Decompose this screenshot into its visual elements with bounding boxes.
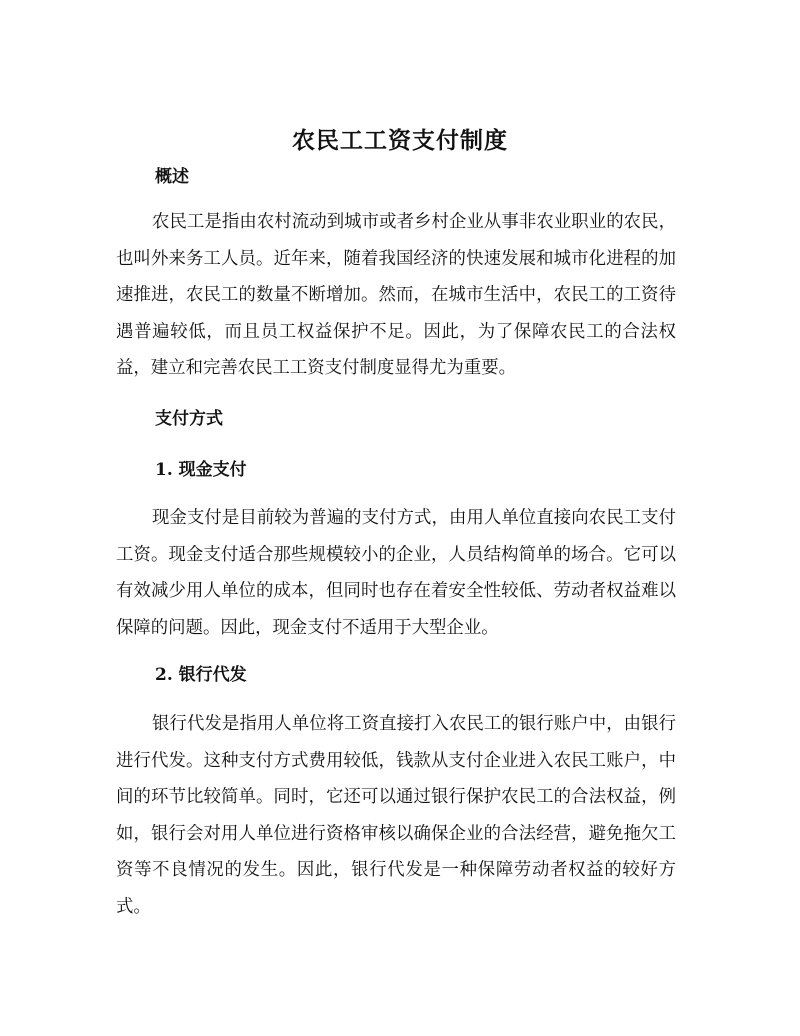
section-heading-overview: 概述	[155, 167, 189, 187]
paragraph-cash-payment: 现金支付是目前较为普遍的支付方式，由用人单位直接向农民工支付工资。现金支付适合那些规模较小的企业，人员结构简单的场合。它可以有效减少用人单位的成本，但同时也存在着安全性较低、劳动者权益难以保障的问题。因此，现金支付不适用于大型企业。	[116, 508, 676, 638]
subsection-heading-cash-payment: 1. 现金支付	[155, 460, 247, 480]
paragraph-overview: 农民工是指由农村流动到城市或者乡村企业从事非农业职业的农民，也叫外来务工人员。近年来，随着我国经济的快速发展和城市化进程的加速推进，农民工的数量不断增加。然而，在城市生活中，农民工的工资待遇普遍较低，而且员工权益保护不足。因此，为了保障农民工的合法权益，建立和完善农民工工资支付制度显得尤为重要。	[116, 212, 676, 378]
section-heading-payment-methods: 支付方式	[155, 409, 223, 429]
document-title: 农民工工资支付制度	[292, 127, 508, 154]
paragraph-bank-payroll: 银行代发是指用人单位将工资直接打入农民工的银行账户中，由银行进行代发。这种支付方式费用较低，钱款从支付企业进入农民工账户，中间的环节比较简单。同时，它还可以通过银行保护农民工的合法权益，例如，银行会对用人单位进行资格审核以确保企业的合法经营，避免拖欠工资等不良情况的发生。因此，银行代发是一种保障劳动者权益的较好方式。	[116, 714, 676, 917]
subsection-heading-bank-payroll: 2. 银行代发	[155, 665, 247, 685]
